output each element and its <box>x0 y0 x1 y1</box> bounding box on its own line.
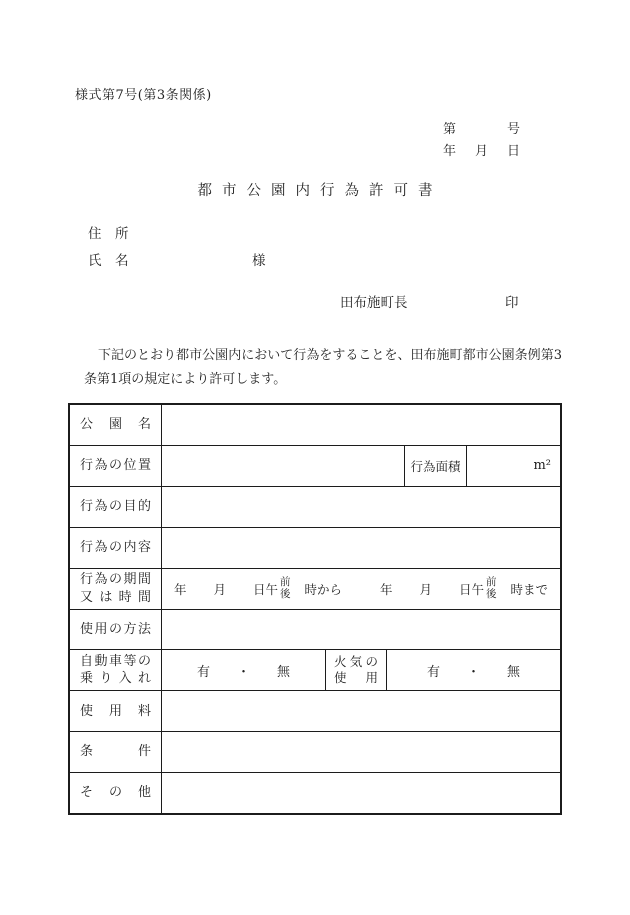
other-label: その他 <box>80 785 151 801</box>
period-from-month: 月 <box>213 581 226 597</box>
period-label-line1: 行為の期間 <box>80 572 151 588</box>
location-label-cell <box>70 446 162 486</box>
vehicle-choice-no: 無 <box>277 664 291 680</box>
honorific-label: 様 <box>252 253 266 269</box>
period-to-suffix: 時まで <box>510 581 549 597</box>
period-from-ampm <box>280 577 291 600</box>
date-year: 年 <box>443 144 457 159</box>
vehicle-choice-cell <box>162 650 325 690</box>
table-row-park-name <box>70 405 560 445</box>
fee-label: 使用料 <box>80 703 151 719</box>
period-value-cell <box>162 569 560 609</box>
location-value-cell <box>162 446 404 486</box>
date-line <box>443 141 520 163</box>
period-to-year: 年 <box>380 581 393 597</box>
table-row-method <box>70 609 560 650</box>
area-label-cell: 行為面積 <box>404 446 467 486</box>
period-to-day: 日午 <box>459 581 485 597</box>
vehicle-label-line2: 乗り入れ <box>80 671 151 687</box>
period-to-ampm <box>486 577 497 600</box>
address-label: 住 所 <box>88 226 129 242</box>
conditions-label-cell <box>70 732 162 772</box>
area-value-cell <box>467 446 560 486</box>
other-label-cell <box>70 773 162 813</box>
vehicle-label-line1: 自動車等の <box>80 653 151 669</box>
park-name-label: 公園名 <box>80 417 151 433</box>
doc-no-suffix: 号 <box>506 122 520 137</box>
vehicle-choice-yes: 有 <box>196 664 210 680</box>
period-to-am: 前 <box>486 576 497 589</box>
vehicle-choice-separator: ・ <box>236 664 250 680</box>
table-row-vehicle-fire <box>70 649 560 690</box>
purpose-value-cell <box>162 487 560 527</box>
other-value-cell <box>162 773 560 813</box>
park-name-value-cell <box>162 405 560 445</box>
name-label: 氏 名 <box>88 253 129 269</box>
park-name-label-cell <box>70 405 162 445</box>
fee-label-cell <box>70 691 162 731</box>
table-row-activity <box>70 527 560 568</box>
doc-no-prefix: 第 <box>443 122 457 137</box>
period-label-line2: 又は時間 <box>80 589 151 605</box>
doc-number-line <box>443 119 520 141</box>
period-to-month: 月 <box>419 581 433 597</box>
method-label-cell <box>70 610 162 650</box>
table-row-conditions <box>70 731 560 772</box>
period-from-day: 日午 <box>252 581 278 597</box>
fee-value-cell <box>162 691 560 731</box>
period-from-year: 年 <box>173 581 187 597</box>
activity-label-cell <box>70 528 162 568</box>
table-row-period <box>70 568 560 609</box>
fire-choice-separator: ・ <box>466 664 480 680</box>
period-from-suffix: 時から <box>304 581 342 597</box>
table-row-fee <box>70 690 560 731</box>
permit-statement: 下記のとおり都市公園内において行為をすることを、田布施町都市公園条例第3条第1項の規定により許可します。 <box>84 348 562 387</box>
issuer-name: 田布施町長 <box>340 295 408 311</box>
table-row-purpose <box>70 486 560 527</box>
table-row-location <box>70 445 560 486</box>
form-number: 様式第7号(第3条関係) <box>75 88 212 103</box>
period-label-cell <box>70 569 162 609</box>
fire-label-line1: 火気の <box>334 653 378 669</box>
table-row-other <box>70 772 560 813</box>
permit-table <box>68 403 562 815</box>
seal-mark: 印 <box>505 295 519 311</box>
period-to-pm: 後 <box>486 587 497 600</box>
conditions-label: 条件 <box>80 744 151 760</box>
method-label: 使用の方法 <box>80 621 151 637</box>
fire-label-line2: 使用 <box>334 670 378 686</box>
purpose-label: 行為の目的 <box>80 499 151 515</box>
date-day: 日 <box>506 144 520 159</box>
purpose-label-cell <box>70 487 162 527</box>
period-from-am: 前 <box>279 576 291 589</box>
fire-choice-cell <box>387 650 560 690</box>
location-label: 行為の位置 <box>80 458 151 474</box>
fire-choice-no: 無 <box>507 664 521 680</box>
area-unit: m² <box>533 458 551 474</box>
vehicle-label-cell <box>70 650 162 690</box>
method-value-cell <box>162 610 560 650</box>
fire-label-cell <box>325 650 387 690</box>
activity-value-cell <box>162 528 560 568</box>
activity-label: 行為の内容 <box>80 539 151 555</box>
doc-number-block <box>443 119 520 163</box>
date-month: 月 <box>474 144 488 159</box>
fire-choice-yes: 有 <box>426 664 440 680</box>
period-from-pm: 後 <box>279 587 291 600</box>
conditions-value-cell <box>162 732 560 772</box>
document-title: 都市公園内行為許可書 <box>197 183 443 199</box>
